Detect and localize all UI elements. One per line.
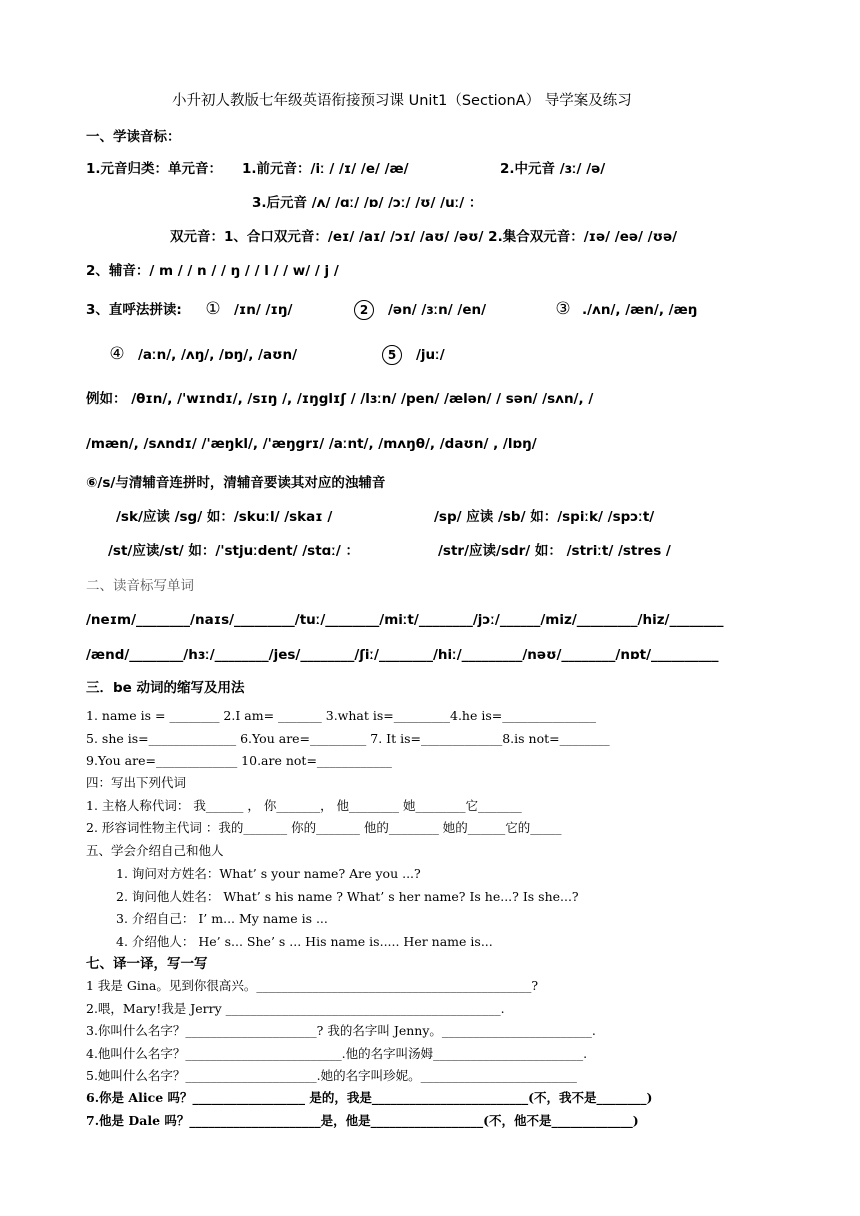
pronoun-line-1: 1. 主格人称代词： 我______ ， 你_______， 他________ 她________它_______: [86, 798, 522, 813]
sp-rule: /sp/ 应读 /sb/ 如：/spiːk/ /spɔːt/: [434, 509, 655, 525]
group-3: ./ʌn/, /æn/, /æŋ: [582, 302, 698, 318]
circle-1: ①: [205, 299, 221, 319]
circle-5: 5: [382, 345, 402, 365]
be-verb-line-1: 1. name is = ________ 2.I am= _______ 3.what is=_________4.he is=_______________: [86, 708, 596, 723]
direct-spelling-label: 3、直呼法拼读:: [86, 302, 182, 318]
pronoun-line-2: 2. 形容词性物主代词 ：我的_______ 你的_______ 他的________ 她的______它的_____: [86, 820, 562, 835]
intro-line-3: 3. 介绍自己： I’ m... My name is ...: [116, 911, 328, 926]
translate-line-7: 7.他是 Dale 吗？_____________________是，他是__________________(不，他不是_____________): [86, 1113, 639, 1128]
group-4: /aːn/, /ʌŋ/, /ɒŋ/, /aʊn/: [138, 347, 298, 363]
be-verb-line-2: 5. she is=______________ 6.You are=_________ 7. It is=_____________8.is not=________: [86, 731, 610, 746]
diphthongs: 双元音：1、合口双元音：/eɪ/ /aɪ/ /ɔɪ/ /aʊ/ /əʊ/ 2.集合双元音：/ɪə/ /eə/ /ʊə/: [170, 229, 678, 245]
examples-line-2: /mæn/, /sʌndɪ/ /'æŋkl/, /'æŋgrɪ/ /aːnt/, /mʌŋθ/, /daʊn/ , /lɒŋ/: [86, 436, 537, 452]
back-vowels: 3.后元音 /ʌ/ /ɑː/ /ɒ/ /ɔː/ /ʊ/ /uː/ ：: [252, 195, 483, 211]
vowel-intro: 1.元音归类：单元音：: [86, 161, 223, 177]
consonants: 2、辅音：/ m / / n / / ŋ / / l / / w/ / j /: [86, 263, 339, 279]
central-vowels: 2.中元音 /ɜː/ /ə/: [500, 161, 606, 177]
be-verb-line-3: 9.You are=_____________ 10.are not=____________: [86, 753, 392, 768]
circle-3: ③: [555, 299, 571, 319]
translate-line-1: 1 我是 Gina。见到你很高兴。____________________________________________?: [86, 978, 539, 993]
circle-2: 2: [354, 300, 374, 320]
phonetic-words-line-1: /neɪm/________/naɪs/_________/tuː/________/miːt/________/jɔː/______/miz/_________/hiz/________: [86, 612, 724, 628]
front-vowels: 1.前元音：/iː / /ɪ/ /e/ /æ/: [242, 161, 409, 177]
section-1-heading: 一、学读音标：: [86, 129, 181, 145]
section-2-heading: 二、读音标写单词: [86, 578, 194, 594]
phonetic-words-line-2: /ænd/________/hɜː/________/jes/________/ʃiː/________/hiː/_________/nəʊ/________/nɒt/__________: [86, 647, 719, 663]
translate-line-2: 2.喂，Mary!我是 Jerry ____________________________________________.: [86, 1001, 505, 1016]
section-4-heading: 四：写出下列代词: [86, 775, 187, 790]
examples-line-1: 例如： /θɪn/, /'wɪndɪ/, /sɪŋ /, /ɪŋglɪʃ / /lɜːn/ /pen/ /ælən/ / sən/ /sʌn/, /: [86, 391, 594, 407]
intro-line-2: 2. 询问他人姓名： What’ s his name ? What’ s her name? Is he...? Is she...?: [116, 889, 579, 904]
intro-line-4: 4. 介绍他人： He’ s... She’ s ... His name is..... Her name is...: [116, 934, 493, 949]
translate-line-3: 3.你叫什么名字？_____________________? 我的名字叫 Jenny。________________________.: [86, 1023, 596, 1038]
translate-line-5: 5.她叫什么名字？_____________________.她的名字叫珍妮。_________________________: [86, 1068, 577, 1083]
translate-line-6: 6.你是 Alice 吗？__________________ 是的，我是_________________________(不，我不是________): [86, 1090, 653, 1105]
section-7-heading: 七、译一译，写一写: [86, 956, 208, 972]
group-2: /ən/ /ɜːn/ /en/: [388, 302, 487, 318]
str-rule: /str/应读/sdr/ 如： /striːt/ /stres /: [438, 543, 671, 559]
group-5: /juː/: [416, 347, 445, 363]
group-1: /ɪn/ /ɪŋ/: [234, 302, 293, 318]
s-rule: ⑥/s/与清辅音连拼时，清辅音要读其对应的浊辅音: [86, 475, 386, 491]
section-3-heading: 三．be 动词的缩写及用法: [86, 680, 245, 696]
section-5-heading: 五、学会介绍自己和他人: [86, 843, 224, 858]
page-title: 小升初人教版七年级英语衔接预习课 Unit1（SectionA） 导学案及练习: [172, 93, 632, 109]
translate-line-4: 4.他叫什么名字？_________________________.他的名字叫汤姆________________________.: [86, 1046, 588, 1061]
st-rule: /st/应读/st/ 如：/'stjuːdent/ /stɑː/ ：: [108, 543, 360, 559]
circle-4: ④: [109, 344, 125, 364]
sk-rule: /sk/应读 /sg/ 如：/skuːl/ /skaɪ /: [116, 509, 333, 525]
intro-line-1: 1. 询问对方姓名：What’ s your name? Are you ...?: [116, 866, 421, 881]
